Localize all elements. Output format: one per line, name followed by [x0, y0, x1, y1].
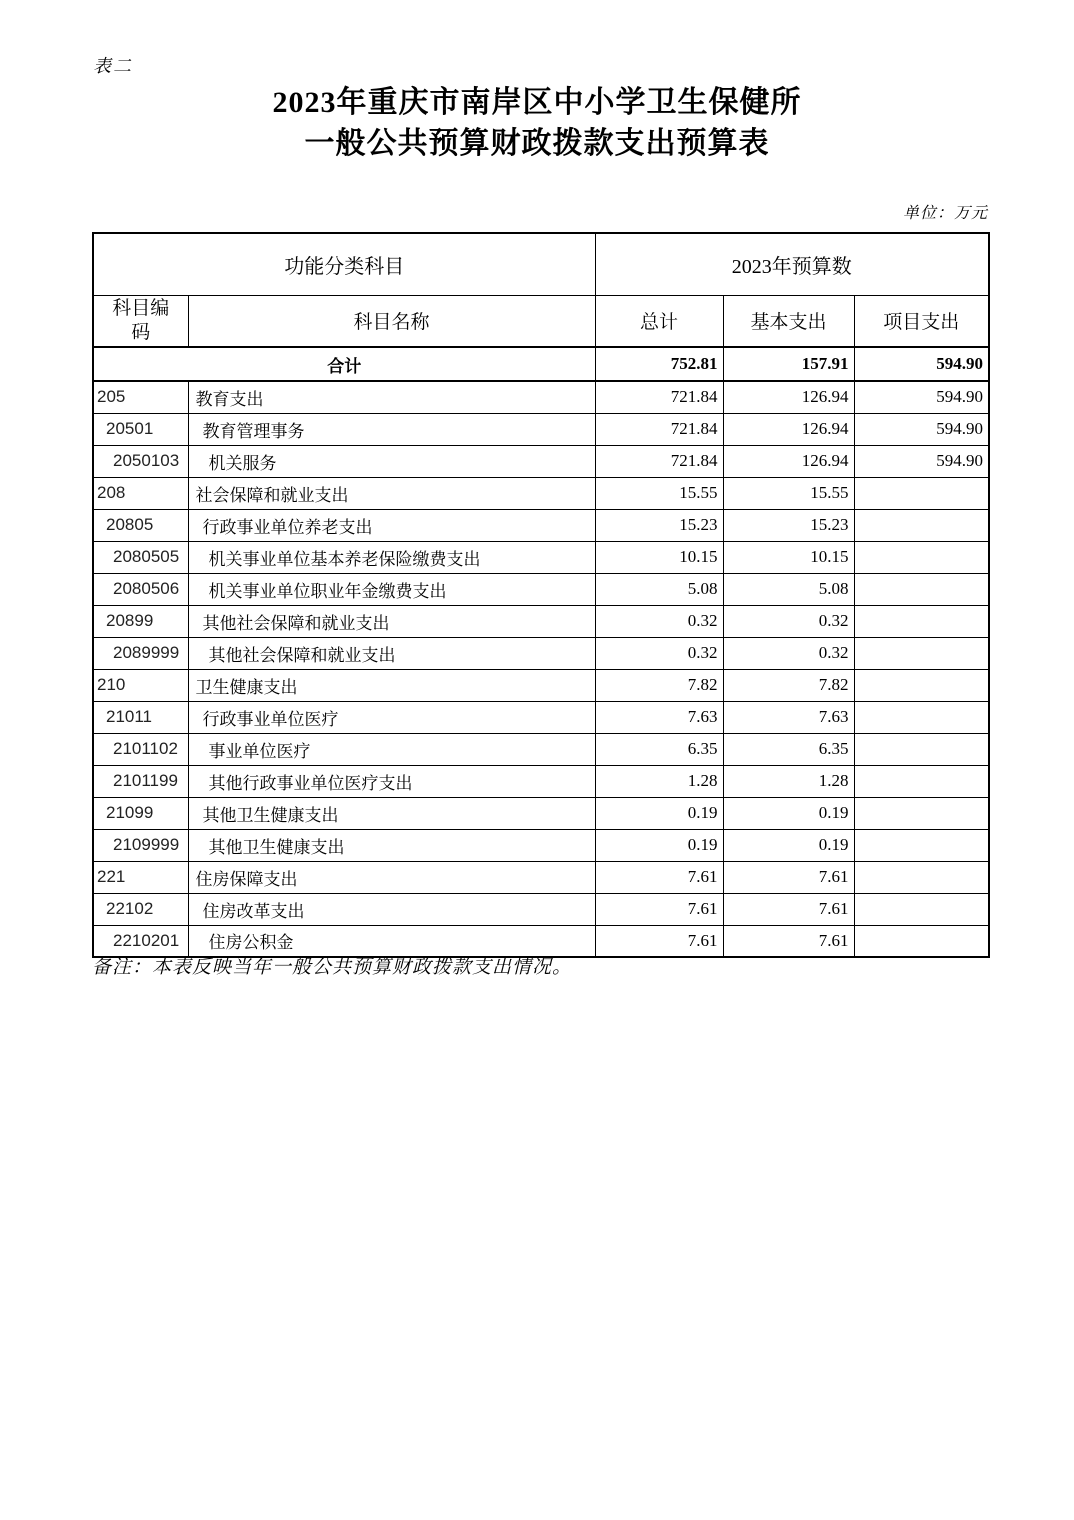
name-cell: 其他社会保障和就业支出: [188, 605, 595, 637]
total-cell: 7.82: [595, 669, 723, 701]
name-cell: 其他行政事业单位医疗支出: [188, 765, 595, 797]
table-label: 表二: [93, 56, 133, 76]
table-row: [93, 669, 989, 701]
name-cell: 机关事业单位基本养老保险缴费支出: [188, 541, 595, 573]
name-cell: 机关事业单位职业年金缴费支出: [188, 573, 595, 605]
project-cell: [854, 797, 989, 829]
project-cell: [854, 925, 989, 957]
document-title: [0, 82, 1074, 164]
table-row: [93, 765, 989, 797]
code-cell: 20899: [93, 605, 188, 637]
budget-table: [92, 232, 990, 958]
project-cell: 594.90: [854, 381, 989, 413]
code-cell: 210: [93, 669, 188, 701]
grand-total-label: 合计: [93, 347, 595, 381]
total-cell: 7.61: [595, 925, 723, 957]
code-cell: 20805: [93, 509, 188, 541]
code-cell: 2080506: [93, 573, 188, 605]
basic-cell: 7.63: [723, 701, 854, 733]
basic-cell: 15.23: [723, 509, 854, 541]
project-cell: [854, 893, 989, 925]
project-cell: 594.90: [854, 445, 989, 477]
table-row: [93, 605, 989, 637]
project-cell: [854, 541, 989, 573]
table-row: [93, 445, 989, 477]
code-cell: 2101102: [93, 733, 188, 765]
project-cell: [854, 573, 989, 605]
header-project-expenditure: 项目支出: [854, 295, 989, 347]
title-line-1: 2023年重庆市南岸区中小学卫生保健所: [272, 86, 802, 119]
name-cell: 其他卫生健康支出: [188, 797, 595, 829]
basic-cell: 0.32: [723, 605, 854, 637]
table-row: [93, 573, 989, 605]
basic-cell: 1.28: [723, 765, 854, 797]
code-cell: 20501: [93, 413, 188, 445]
table-row: [93, 509, 989, 541]
name-cell: 社会保障和就业支出: [188, 477, 595, 509]
total-cell: 15.23: [595, 509, 723, 541]
name-cell: 住房改革支出: [188, 893, 595, 925]
total-cell: 0.32: [595, 637, 723, 669]
code-cell: 2109999: [93, 829, 188, 861]
basic-cell: 6.35: [723, 733, 854, 765]
total-cell: 15.55: [595, 477, 723, 509]
grand-total-project: 594.90: [854, 347, 989, 381]
code-cell: 2050103: [93, 445, 188, 477]
project-cell: [854, 637, 989, 669]
project-cell: [854, 509, 989, 541]
total-cell: 5.08: [595, 573, 723, 605]
total-cell: 0.32: [595, 605, 723, 637]
header-subject-code: [93, 295, 188, 347]
name-cell: 行政事业单位医疗: [188, 701, 595, 733]
code-cell: 21099: [93, 797, 188, 829]
basic-cell: 0.32: [723, 637, 854, 669]
project-cell: [854, 829, 989, 861]
grand-total-basic: 157.91: [723, 347, 854, 381]
table-row: [93, 829, 989, 861]
total-cell: 7.61: [595, 861, 723, 893]
table-row: [93, 541, 989, 573]
title-line-2: 一般公共预算财政拨款支出预算表: [304, 127, 770, 160]
total-cell: 0.19: [595, 797, 723, 829]
code-cell: 2089999: [93, 637, 188, 669]
name-cell: 其他社会保障和就业支出: [188, 637, 595, 669]
total-cell: 6.35: [595, 733, 723, 765]
basic-cell: 126.94: [723, 413, 854, 445]
table-row: [93, 637, 989, 669]
header-total: 总计: [595, 295, 723, 347]
total-cell: 7.63: [595, 701, 723, 733]
project-cell: [854, 765, 989, 797]
basic-cell: 126.94: [723, 445, 854, 477]
code-cell: 221: [93, 861, 188, 893]
basic-cell: 0.19: [723, 829, 854, 861]
name-cell: 事业单位医疗: [188, 733, 595, 765]
total-cell: 0.19: [595, 829, 723, 861]
basic-cell: 7.61: [723, 893, 854, 925]
header-group-row: [93, 233, 989, 295]
name-cell: 其他卫生健康支出: [188, 829, 595, 861]
name-cell: 教育支出: [188, 381, 595, 413]
basic-cell: 15.55: [723, 477, 854, 509]
header-2023-budget: 2023年预算数: [595, 233, 989, 295]
header-subject-name: 科目名称: [188, 295, 595, 347]
table-row: [93, 797, 989, 829]
basic-cell: 7.61: [723, 861, 854, 893]
code-cell: 21011: [93, 701, 188, 733]
header-functional-classification: 功能分类科目: [93, 233, 595, 295]
name-cell: 行政事业单位养老支出: [188, 509, 595, 541]
total-cell: 721.84: [595, 381, 723, 413]
project-cell: 594.90: [854, 413, 989, 445]
table-row: [93, 381, 989, 413]
grand-total-row: [93, 347, 989, 381]
code-cell: 208: [93, 477, 188, 509]
header-subject-code-label: 科目编码: [112, 297, 170, 343]
name-cell: 教育管理事务: [188, 413, 595, 445]
table-row: [93, 701, 989, 733]
code-cell: 22102: [93, 893, 188, 925]
grand-total-total: 752.81: [595, 347, 723, 381]
project-cell: [854, 669, 989, 701]
total-cell: 7.61: [595, 893, 723, 925]
project-cell: [854, 605, 989, 637]
code-cell: 205: [93, 381, 188, 413]
code-cell: 2101199: [93, 765, 188, 797]
total-cell: 721.84: [595, 413, 723, 445]
project-cell: [854, 861, 989, 893]
table-row: [93, 733, 989, 765]
total-cell: 721.84: [595, 445, 723, 477]
basic-cell: 7.61: [723, 925, 854, 957]
basic-cell: 10.15: [723, 541, 854, 573]
table-row: [93, 861, 989, 893]
project-cell: [854, 477, 989, 509]
name-cell: 机关服务: [188, 445, 595, 477]
basic-cell: 5.08: [723, 573, 854, 605]
table-row: [93, 477, 989, 509]
code-cell: 2210201: [93, 925, 188, 957]
basic-cell: 0.19: [723, 797, 854, 829]
name-cell: 住房保障支出: [188, 861, 595, 893]
name-cell: 住房公积金: [188, 925, 595, 957]
project-cell: [854, 701, 989, 733]
table-row: [93, 893, 989, 925]
table-row: [93, 413, 989, 445]
project-cell: [854, 733, 989, 765]
basic-cell: 126.94: [723, 381, 854, 413]
name-cell: 卫生健康支出: [188, 669, 595, 701]
header-basic-expenditure: 基本支出: [723, 295, 854, 347]
total-cell: 10.15: [595, 541, 723, 573]
note: 备注：本表反映当年一般公共预算财政拨款支出情况。: [92, 957, 573, 978]
basic-cell: 7.82: [723, 669, 854, 701]
total-cell: 1.28: [595, 765, 723, 797]
code-cell: 2080505: [93, 541, 188, 573]
header-columns-row: [93, 295, 989, 347]
unit-label: 单位：万元: [902, 205, 988, 222]
